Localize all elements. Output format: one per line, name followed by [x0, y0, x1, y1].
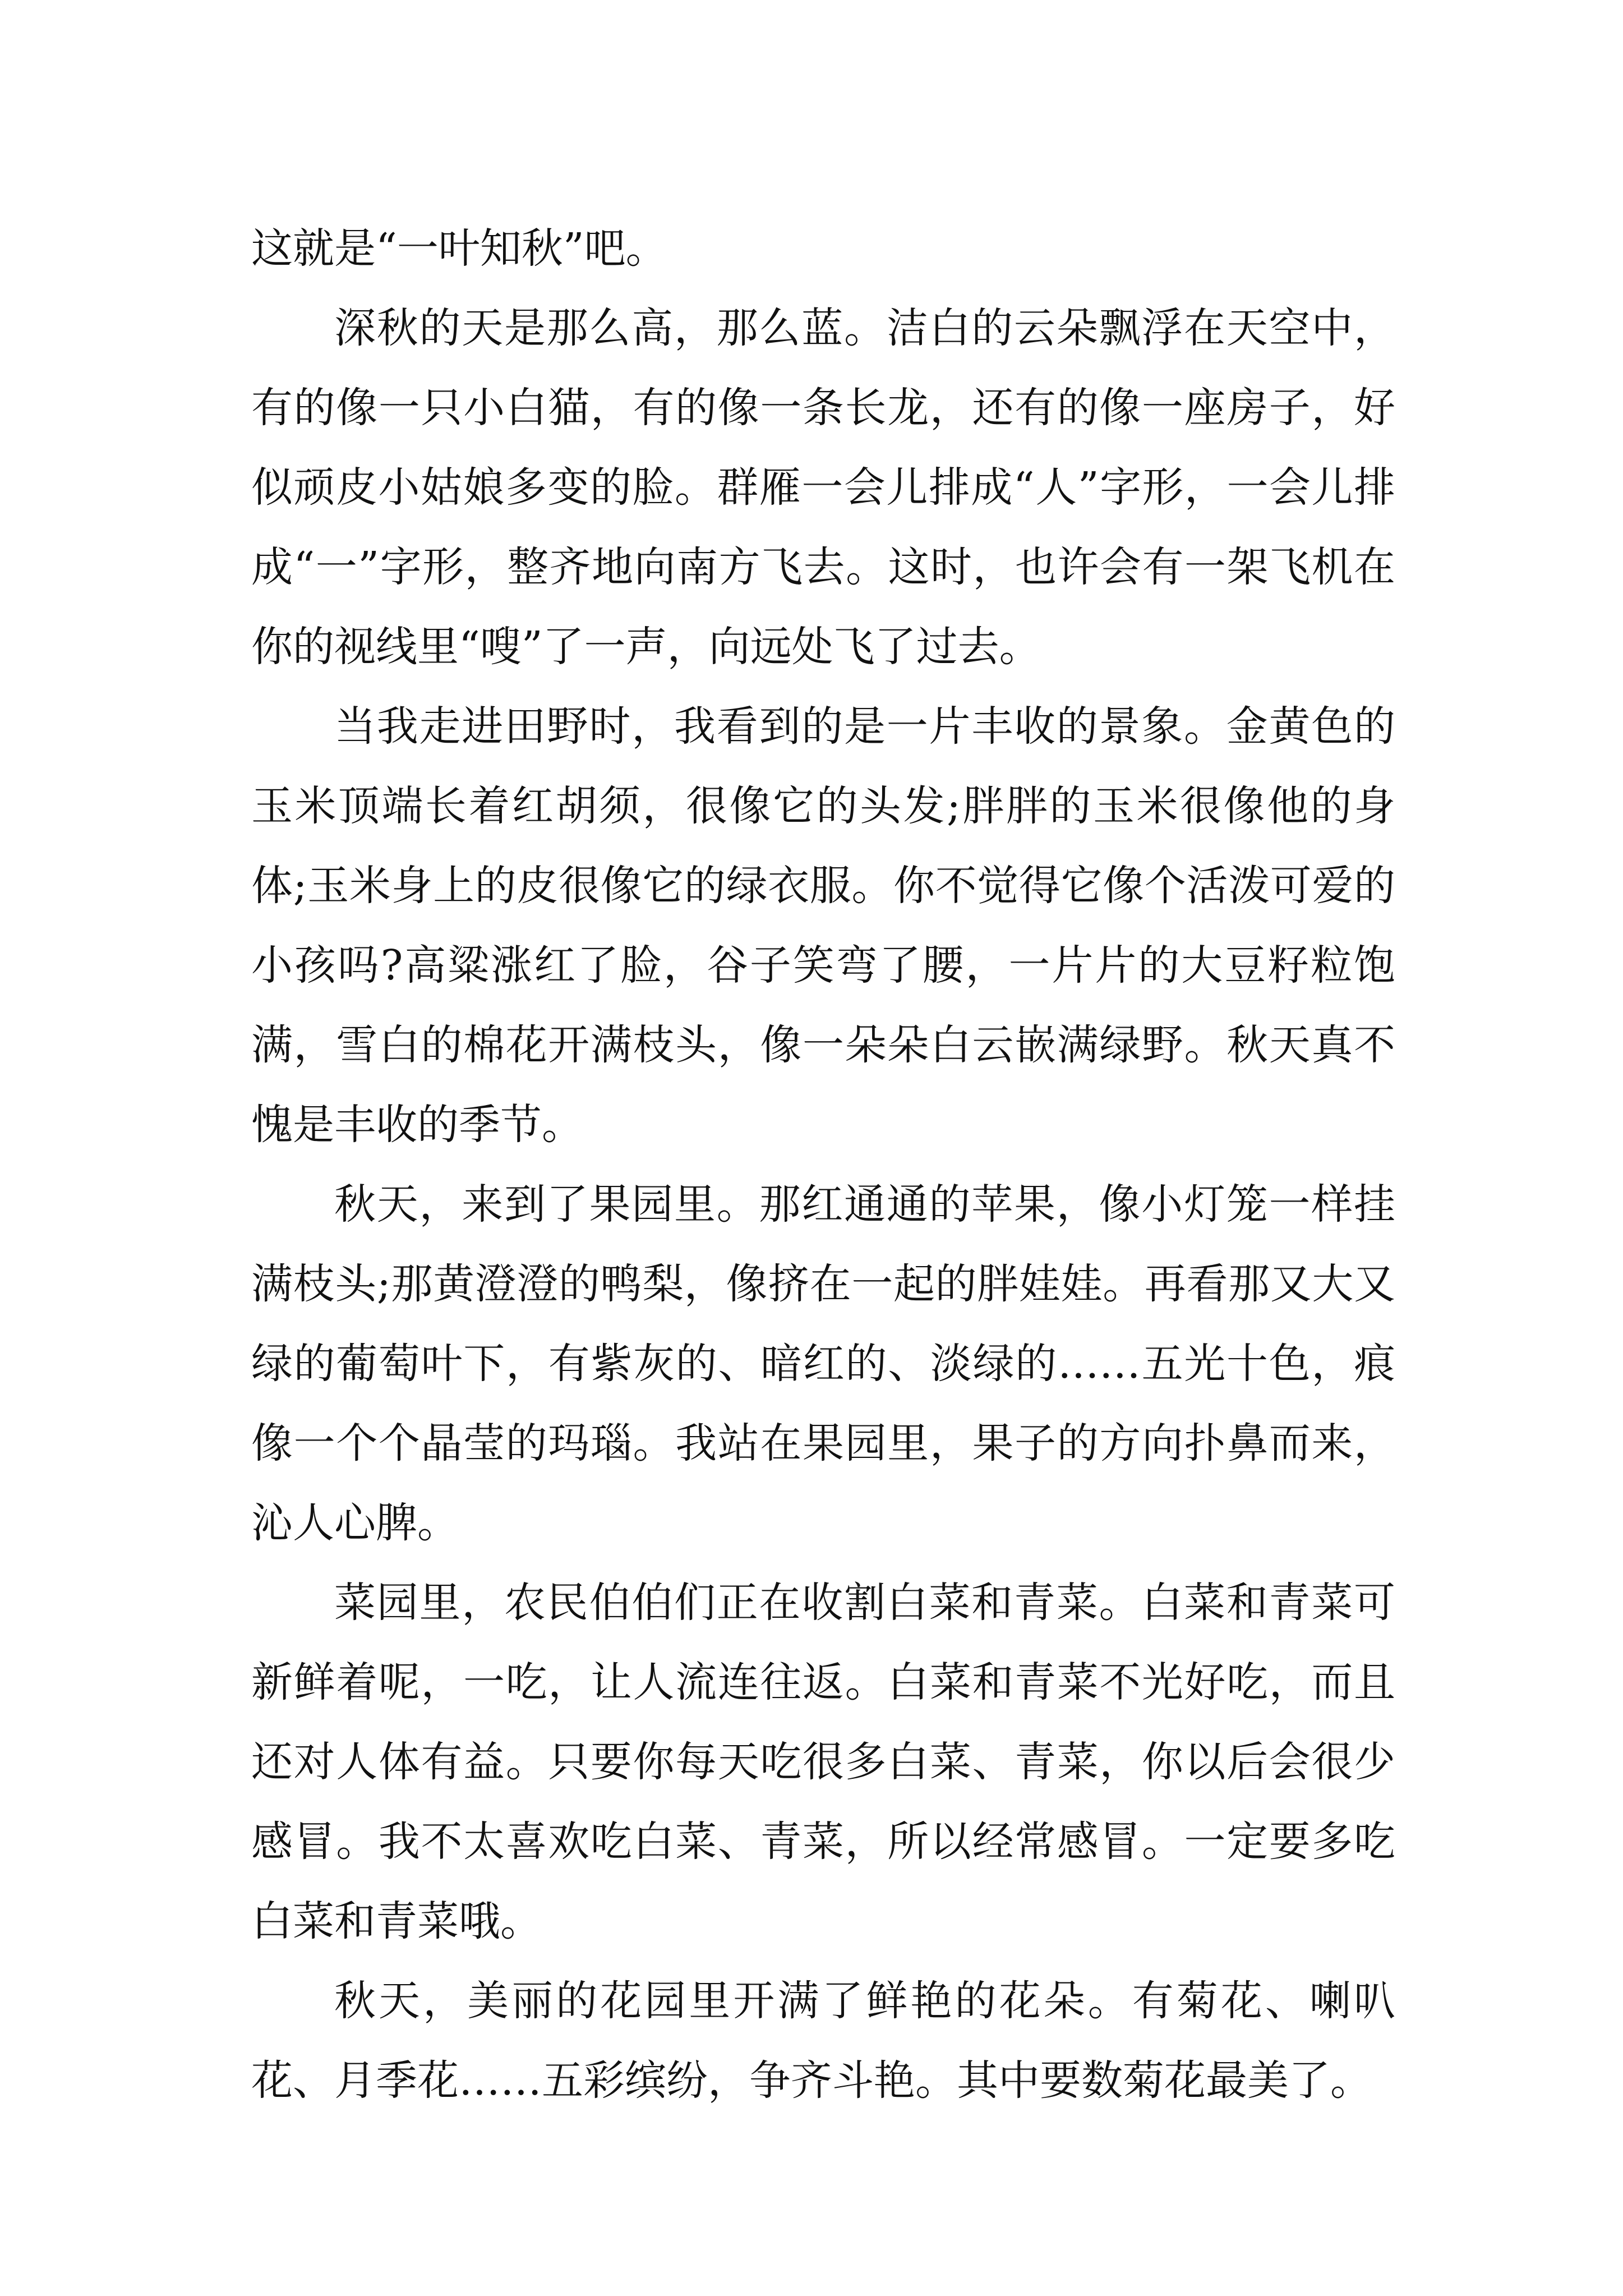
paragraph-sky: 深秋的天是那么高，那么蓝。洁白的云朵飘浮在天空中，有的像一只小白猫，有的像一条长龙，还有的像一座房子，好似顽皮小姑娘多变的脸。群雁一会儿排成“人”字形，一会儿排成“一”字形，整齐地向南方飞去。这时，也许会有一架飞机在你的视线里“嗖”了一声，向远处飞了过去。: [251, 304, 1395, 671]
paragraph-fields: 当我走进田野时，我看到的是一片丰收的景象。金黄色的玉米顶端长着红胡须，很像它的头发;胖胖的玉米很像他的身体;玉米身上的皮很像它的绿衣服。你不觉得它像个活泼可爱的小孩吗?高粱涨红了脸，谷子笑弯了腰，一片片的大豆籽粒饱满，雪白的棉花开满枝头，像一朵朵白云嵌满绿野。秋天真不愧是丰收的季节。: [251, 702, 1395, 1149]
paragraph-continuation: 这就是“一叶知秋”吧。: [251, 224, 667, 273]
paragraph-vegetable-garden: 菜园里，农民伯伯们正在收割白菜和青菜。白菜和青菜可新鲜着呢，一吃，让人流连往返。白菜和青菜不光好吃，而且还对人体有益。只要你每天吃很多白菜、青菜，你以后会很少感冒。我不太喜欢吃白菜、青菜，所以经常感冒。一定要多吃白菜和青菜哦。: [251, 1579, 1395, 1945]
paragraph-flower-garden: 秋天，美丽的花园里开满了鲜艳的花朵。有菊花、喇叭花、月季花……五彩缤纷，争齐斗艳。其中要数菊花最美了。: [251, 1977, 1395, 2105]
document-body: [251, 209, 1395, 2120]
paragraph-orchard: 秋天，来到了果园里。那红通通的苹果，像小灯笼一样挂满枝头;那黄澄澄的鸭梨，像挤在一起的胖娃娃。再看那又大又绿的葡萄叶下，有紫灰的、暗红的、淡绿的……五光十色，痕像一个个晶莹的玛瑙。我站在果园里，果子的方向扑鼻而来，沁人心脾。: [251, 1180, 1395, 1547]
